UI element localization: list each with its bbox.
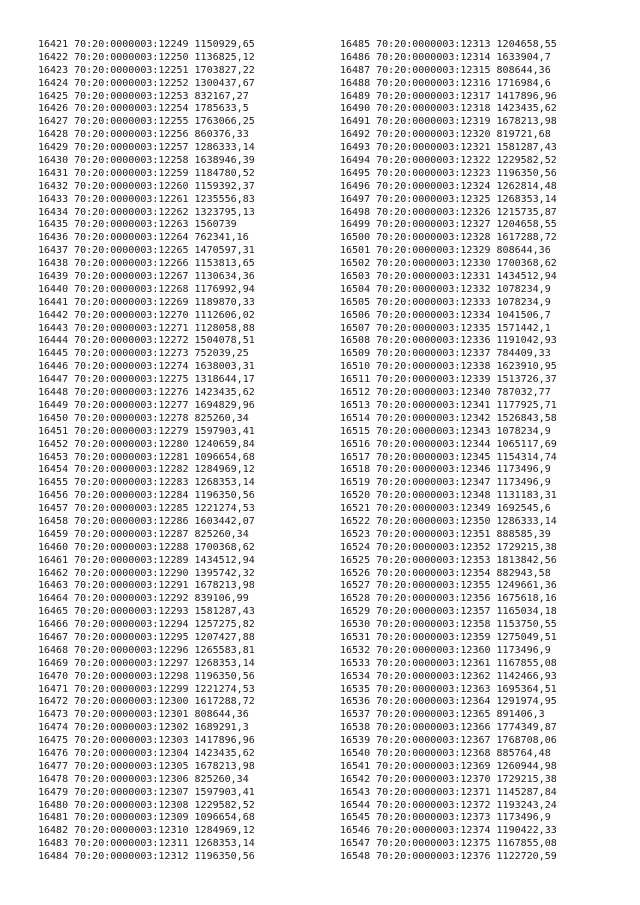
record-row: 16485 70:20:0000003:12313 1204658,55: [340, 39, 557, 50]
record-row: 16499 70:20:0000003:12327 1204658,55: [340, 219, 557, 231]
record-row: 16523 70:20:0000003:12351 888585,39: [340, 528, 551, 540]
record-row: 16502 70:20:0000003:12330 1700368,62: [340, 258, 557, 270]
record-row: 16540 70:20:0000003:12368 885764,48: [340, 747, 551, 759]
record-row: 16453 70:20:0000003:12281 1096654,68: [38, 451, 255, 463]
record-row: 16435 70:20:0000003:12263 1560739: [38, 219, 237, 231]
record-row: 16510 70:20:0000003:12338 1623910,95: [340, 361, 557, 373]
record-row: 16468 70:20:0000003:12296 1265583,81: [38, 644, 255, 656]
record-row: 16489 70:20:0000003:12317 1417896,96: [340, 90, 557, 102]
record-row: 16498 70:20:0000003:12326 1215735,87: [340, 206, 557, 218]
record-row: 16541 70:20:0000003:12369 1260944,98: [340, 760, 557, 772]
record-row: 16531 70:20:0000003:12359 1275049,51: [340, 631, 557, 643]
record-row: 16483 70:20:0000003:12311 1268353,14: [38, 838, 255, 850]
record-row: 16520 70:20:0000003:12348 1131183,31: [340, 490, 557, 502]
record-row: 16472 70:20:0000003:12300 1617288,72: [38, 696, 255, 708]
record-row: 16527 70:20:0000003:12355 1249661,36: [340, 580, 557, 592]
record-row: 16534 70:20:0000003:12362 1142466,93: [340, 670, 557, 682]
record-row: 16542 70:20:0000003:12370 1729215,38: [340, 773, 557, 785]
record-row: 16448 70:20:0000003:12276 1423435,62: [38, 387, 255, 399]
record-row: 16524 70:20:0000003:12352 1729215,38: [340, 541, 557, 553]
record-row: 16437 70:20:0000003:12265 1470597,31: [38, 245, 255, 257]
record-row: 16433 70:20:0000003:12261 1235556,83: [38, 193, 255, 205]
record-row: 16507 70:20:0000003:12335 1571442,1: [340, 322, 551, 334]
record-row: 16545 70:20:0000003:12373 1173496,9: [340, 812, 551, 824]
record-row: 16460 70:20:0000003:12288 1700368,62: [38, 541, 255, 553]
record-row: 16425 70:20:0000003:12253 832167,27: [38, 90, 249, 102]
record-row: 16522 70:20:0000003:12350 1286333,14: [340, 515, 557, 527]
record-row: 16494 70:20:0000003:12322 1229582,52: [340, 155, 557, 167]
record-row: 16490 70:20:0000003:12318 1423435,62: [340, 103, 557, 115]
record-row: 16493 70:20:0000003:12321 1581287,43: [340, 142, 557, 154]
record-row: 16421 70:20:0000003:12249 1150929,65: [38, 39, 255, 50]
record-row: 16504 70:20:0000003:12332 1078234,9: [340, 283, 551, 295]
record-row: 16451 70:20:0000003:12279 1597903,41: [38, 425, 255, 437]
record-row: 16432 70:20:0000003:12260 1159392,37: [38, 180, 255, 192]
record-row: 16486 70:20:0000003:12314 1633904,7: [340, 51, 551, 63]
record-row: 16535 70:20:0000003:12363 1695364,51: [340, 683, 557, 695]
record-row: 16537 70:20:0000003:12365 891406,3: [340, 709, 545, 721]
record-row: 16442 70:20:0000003:12270 1112606,02: [38, 309, 255, 321]
record-row: 16528 70:20:0000003:12356 1675618,16: [340, 593, 557, 605]
record-row: 16512 70:20:0000003:12340 787032,77: [340, 387, 551, 399]
record-row: 16508 70:20:0000003:12336 1191042,93: [340, 335, 557, 347]
record-row: 16480 70:20:0000003:12308 1229582,52: [38, 799, 255, 811]
record-row: 16491 70:20:0000003:12319 1678213,98: [340, 116, 557, 128]
left-record-column: [38, 39, 255, 864]
record-row: 16473 70:20:0000003:12301 808644,36: [38, 709, 249, 721]
record-row: 16477 70:20:0000003:12305 1678213,98: [38, 760, 255, 772]
record-row: 16543 70:20:0000003:12371 1145287,84: [340, 786, 557, 798]
record-row: 16452 70:20:0000003:12280 1240659,84: [38, 438, 255, 450]
record-row: 16439 70:20:0000003:12267 1130634,36: [38, 271, 255, 283]
record-row: 16431 70:20:0000003:12259 1184780,52: [38, 167, 255, 179]
record-row: 16517 70:20:0000003:12345 1154314,74: [340, 451, 557, 463]
record-row: 16426 70:20:0000003:12254 1785633,5: [38, 103, 249, 115]
record-row: 16447 70:20:0000003:12275 1318644,17: [38, 374, 255, 386]
record-row: 16449 70:20:0000003:12277 1694829,96: [38, 399, 255, 411]
record-row: 16454 70:20:0000003:12282 1284969,12: [38, 464, 255, 476]
record-row: 16457 70:20:0000003:12285 1221274,53: [38, 503, 255, 515]
record-row: 16509 70:20:0000003:12337 784409,33: [340, 348, 551, 360]
record-row: 16440 70:20:0000003:12268 1176992,94: [38, 283, 255, 295]
record-row: 16479 70:20:0000003:12307 1597903,41: [38, 786, 255, 798]
record-row: 16547 70:20:0000003:12375 1167855,08: [340, 838, 557, 850]
record-row: 16436 70:20:0000003:12264 762341,16: [38, 232, 249, 244]
record-row: 16434 70:20:0000003:12262 1323795,13: [38, 206, 255, 218]
record-row: 16459 70:20:0000003:12287 825260,34: [38, 528, 249, 540]
record-row: 16496 70:20:0000003:12324 1262814,48: [340, 180, 557, 192]
record-row: 16529 70:20:0000003:12357 1165034,18: [340, 606, 557, 618]
record-row: 16476 70:20:0000003:12304 1423435,62: [38, 747, 255, 759]
record-row: 16422 70:20:0000003:12250 1136825,12: [38, 51, 255, 63]
record-row: 16511 70:20:0000003:12339 1513726,37: [340, 374, 557, 386]
record-row: 16481 70:20:0000003:12309 1096654,68: [38, 812, 255, 824]
record-row: 16461 70:20:0000003:12289 1434512,94: [38, 554, 255, 566]
record-row: 16429 70:20:0000003:12257 1286333,14: [38, 142, 255, 154]
record-row: 16530 70:20:0000003:12358 1153750,55: [340, 619, 557, 631]
record-row: 16538 70:20:0000003:12366 1774349,87: [340, 722, 557, 734]
record-row: 16532 70:20:0000003:12360 1173496,9: [340, 644, 551, 656]
right-record-column: [340, 39, 557, 864]
record-row: 16484 70:20:0000003:12312 1196350,56: [38, 851, 255, 863]
record-row: 16514 70:20:0000003:12342 1526843,58: [340, 412, 557, 424]
record-row: 16546 70:20:0000003:12374 1190422,33: [340, 825, 557, 837]
record-row: 16515 70:20:0000003:12343 1078234,9: [340, 425, 551, 437]
record-row: 16492 70:20:0000003:12320 819721,68: [340, 129, 551, 141]
record-row: 16470 70:20:0000003:12298 1196350,56: [38, 670, 255, 682]
record-row: 16441 70:20:0000003:12269 1189870,33: [38, 296, 255, 308]
record-row: 16518 70:20:0000003:12346 1173496,9: [340, 464, 551, 476]
record-row: 16430 70:20:0000003:12258 1638946,39: [38, 155, 255, 167]
record-row: 16482 70:20:0000003:12310 1284969,12: [38, 825, 255, 837]
record-row: 16450 70:20:0000003:12278 825260,34: [38, 412, 249, 424]
record-row: 16474 70:20:0000003:12302 1689291,3: [38, 722, 249, 734]
record-row: 16544 70:20:0000003:12372 1193243,24: [340, 799, 557, 811]
record-row: 16475 70:20:0000003:12303 1417896,96: [38, 735, 255, 747]
record-row: 16495 70:20:0000003:12323 1196350,56: [340, 167, 557, 179]
record-row: 16428 70:20:0000003:12256 860376,33: [38, 129, 249, 141]
record-row: 16427 70:20:0000003:12255 1763066,25: [38, 116, 255, 128]
record-row: 16464 70:20:0000003:12292 839106,99: [38, 593, 249, 605]
record-row: 16525 70:20:0000003:12353 1813842,56: [340, 554, 557, 566]
record-row: 16444 70:20:0000003:12272 1504078,51: [38, 335, 255, 347]
record-row: 16519 70:20:0000003:12347 1173496,9: [340, 477, 551, 489]
record-row: 16505 70:20:0000003:12333 1078234,9: [340, 296, 551, 308]
record-row: 16445 70:20:0000003:12273 752039,25: [38, 348, 249, 360]
record-row: 16471 70:20:0000003:12299 1221274,53: [38, 683, 255, 695]
record-row: 16497 70:20:0000003:12325 1268353,14: [340, 193, 557, 205]
record-row: 16458 70:20:0000003:12286 1603442,07: [38, 515, 255, 527]
record-row: 16506 70:20:0000003:12334 1041506,7: [340, 309, 551, 321]
record-row: 16465 70:20:0000003:12293 1581287,43: [38, 606, 255, 618]
record-row: 16521 70:20:0000003:12349 1692545,6: [340, 503, 551, 515]
record-row: 16469 70:20:0000003:12297 1268353,14: [38, 657, 255, 669]
record-row: 16488 70:20:0000003:12316 1716984,6: [340, 77, 551, 89]
record-row: 16462 70:20:0000003:12290 1395742,32: [38, 567, 255, 579]
record-row: 16487 70:20:0000003:12315 808644,36: [340, 64, 551, 76]
record-row: 16548 70:20:0000003:12376 1122720,59: [340, 851, 557, 863]
record-row: 16526 70:20:0000003:12354 882943,58: [340, 567, 551, 579]
record-row: 16503 70:20:0000003:12331 1434512,94: [340, 271, 557, 283]
record-row: 16539 70:20:0000003:12367 1768708,06: [340, 735, 557, 747]
record-row: 16533 70:20:0000003:12361 1167855,08: [340, 657, 557, 669]
record-row: 16536 70:20:0000003:12364 1291974,95: [340, 696, 557, 708]
record-row: 16424 70:20:0000003:12252 1300437,67: [38, 77, 255, 89]
record-row: 16516 70:20:0000003:12344 1065117,69: [340, 438, 557, 450]
record-row: 16438 70:20:0000003:12266 1153813,65: [38, 258, 255, 270]
record-row: 16423 70:20:0000003:12251 1703827,22: [38, 64, 255, 76]
record-row: 16463 70:20:0000003:12291 1678213,98: [38, 580, 255, 592]
record-row: 16500 70:20:0000003:12328 1617288,72: [340, 232, 557, 244]
record-row: 16501 70:20:0000003:12329 808644,36: [340, 245, 551, 257]
record-row: 16455 70:20:0000003:12283 1268353,14: [38, 477, 255, 489]
record-row: 16467 70:20:0000003:12295 1207427,88: [38, 631, 255, 643]
record-row: 16513 70:20:0000003:12341 1177925,71: [340, 399, 557, 411]
record-row: 16478 70:20:0000003:12306 825260,34: [38, 773, 249, 785]
record-row: 16446 70:20:0000003:12274 1638003,31: [38, 361, 255, 373]
record-row: 16443 70:20:0000003:12271 1128058,88: [38, 322, 255, 334]
record-row: 16466 70:20:0000003:12294 1257275,82: [38, 619, 255, 631]
record-row: 16456 70:20:0000003:12284 1196350,56: [38, 490, 255, 502]
